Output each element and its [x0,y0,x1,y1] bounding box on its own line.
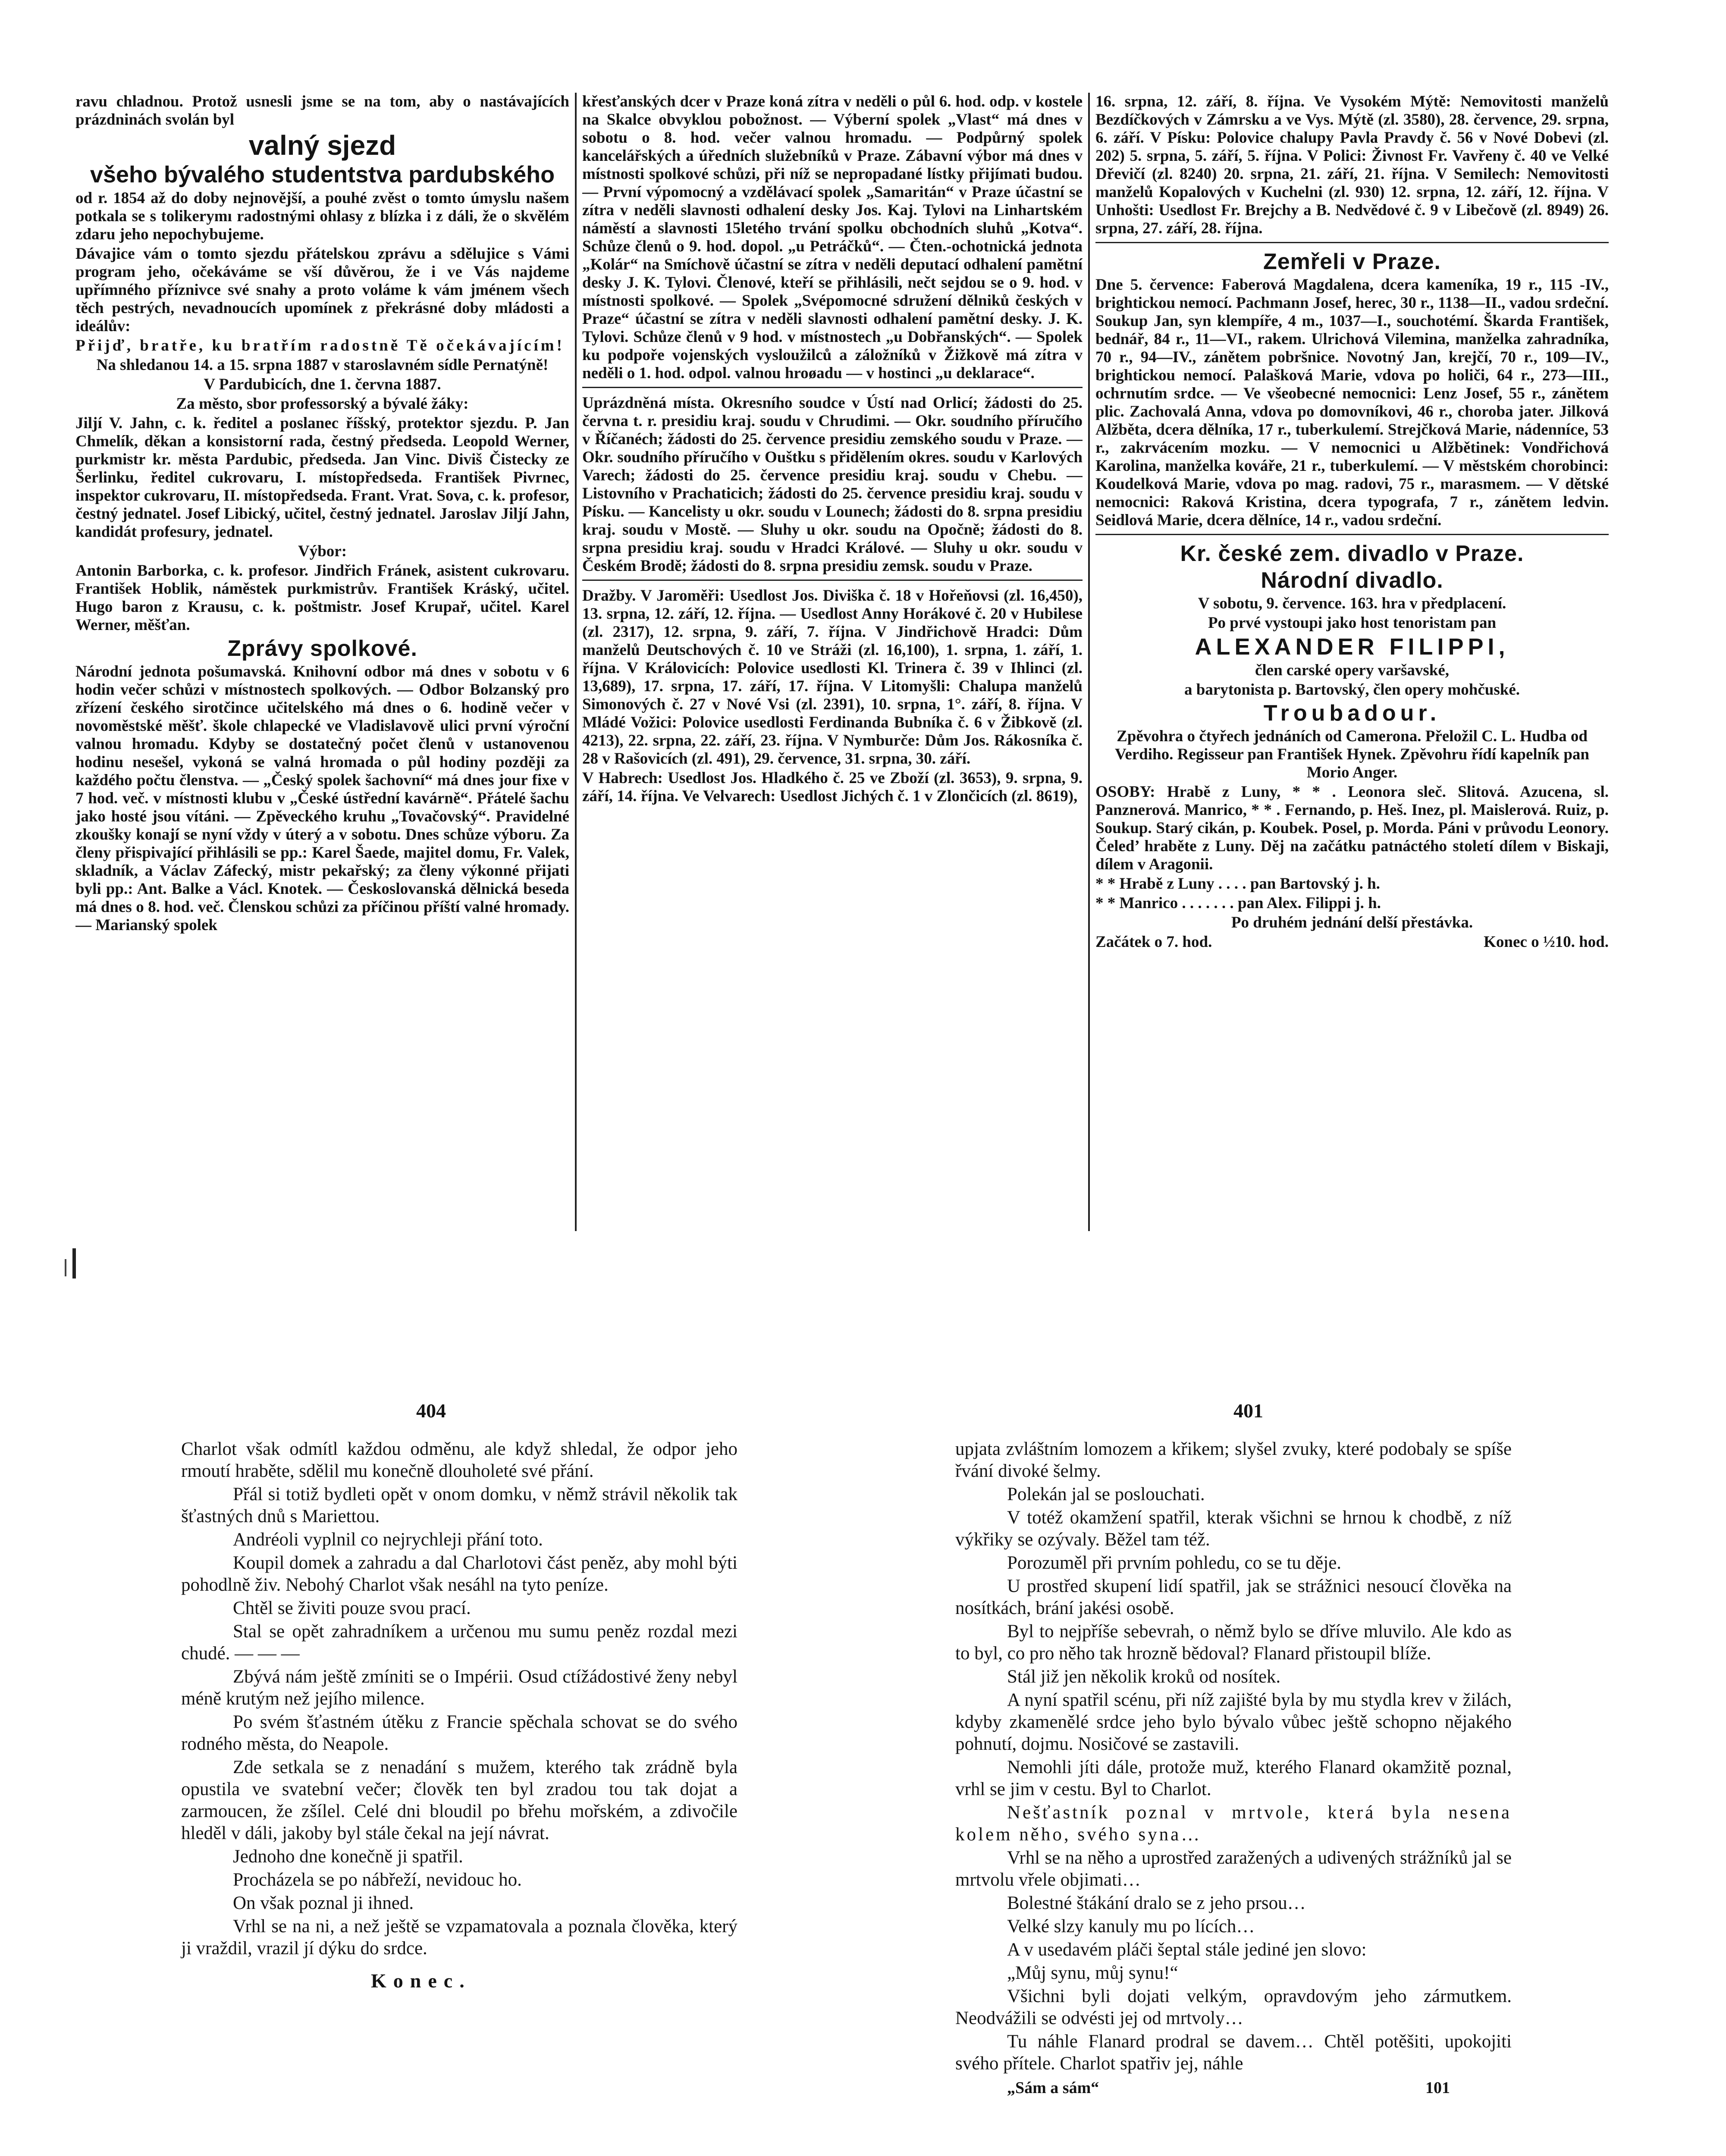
performer-name: ALEXANDER FILIPPI, [1195,634,1509,660]
paragraph: Zpěvohra o čtyřech jednáních od Camerona. Přeložil C. L. Hudba od Verdiho. Regisseur pan František Hynek. Zpěvohru řídí kapelník pan Morio Anger. [1115,727,1589,781]
newspaper-strip [75,93,1609,1231]
section-heading-zemreli: Zemřeli v Praze. [1263,249,1441,274]
book-paragraph: Bolestné štákání dralo se z jeho prsou… [1007,1893,1306,1913]
paragraph: V Pardubicích, dne 1. června 1887. [204,376,441,393]
page-number-left: 404 [416,1400,446,1422]
headline-studentstvo: všeho bývalého studentstva pardubského [90,162,555,188]
performance-times [1095,933,1609,953]
book-paragraph: Velké slzy kanuly mu po lících… [1007,1916,1255,1937]
paragraph: Dávajice vám o tomto sjezdu přátelskou zprávu a sdělujice s Vámi program jeho, očekáváme se vší důvěrou, že i ve Vás najdeme upřímného příznivce své snahy a proto voláme k vám jménem všech těch pestrých, nevadnoucích upomínek z překrásné doby mládosti a ideálův: [75,245,569,335]
end-mark: Konec. [371,1970,471,1992]
book-paragraph: Nešťastník poznal v mrtvole, která byla nesena kolem něho, svého syna… [955,1802,1512,1845]
column-1 [75,93,569,1231]
book-paragraph: Zde setkala se z nenadání s mužem, kterého tak zrádně byla opustila ve svatební večer; člověk ten byl zradou tou tak dojat a zarmoucen, že zšílel. Celé dni bloudil po břehu mořském, a zdivočile hleděl v dáli, jakoby byl stále čekal na její návrat. [181,1757,737,1843]
column-3 [1095,93,1609,1231]
paragraph: Přijď, bratře, ku bratřím radostně Tě očekávajícím! [75,337,565,354]
headline-sjezd: valný sjezd [248,130,396,161]
book-paragraph: Všichni byli dojati velkým, opravdovým jeho zármutkem. Neodvážili se odvésti jej od mrtvoly… [955,1986,1512,2028]
column-2 [582,93,1083,1231]
intro-text: ravu chladnou. Protož usnesli jsme se na tom, aby o nastávajících prázdninách svolán byl [75,93,569,128]
book-page-right [955,1438,1512,2102]
paragraph: Antonin Barborka, c. k. profesor. Jindřich Fránek, asistent cukrovaru. František Hoblik, náměstek purkmistrův. František Kráský, učitel. Hugo baron z Krausu, c. k. poštmistr. Josef Krupař, učitel. Karel Werner, měšťan. [75,562,569,634]
divider [1095,534,1609,535]
book-paragraph: Tu náhle Flanard prodral se davem… Chtěl potěšiti, upokojiti svého přítele. Charlot spatřiv jej, náhle [955,2031,1512,2074]
end-time: Konec o ½10. hod. [1484,933,1609,951]
book-paragraph: Byl to nejpříše sebevrah, o němž bylo se dříve mluvilo. Ale kdo as to byl, co pro něho tak hrozně bědoval? Flanard přistoupil blíže. [955,1621,1512,1664]
paragraph: a barytonista p. Bartovský, člen opery mohčuské. [1184,681,1520,699]
book-paragraph: upjata zvláštním lomozem a křikem; slyšel zvuky, které podobaly se spíše řvání divoké šelmy. [955,1439,1512,1481]
theatre-heading: Kr. české zem. divadlo v Praze. [1180,541,1524,566]
page-number-right: 401 [1233,1400,1263,1422]
book-paragraph: Po svém šťastném útěku z Francie spěchala schovat se do svého rodného města, do Neapole. [181,1712,737,1754]
paragraph: křesťanských dcer v Praze koná zítra v neděli o půl 6. hod. odp. v kostele na Skalce obvyklou pobožnost. — Výberní spolek „Vlast“ má dnes v sobotu o 8. hod. večer valnou hromadu. — Podpůrný spolek kancelářských a úředních služebníků v Praze. Zábavní výbor má dnes v místnosti spolkové schůzi, při níž se nepropadané lístky přijímati budou. — První výpomocný a vzdělávací spolek „Samaritán“ v Praze účastní se zítra v neděli slavnosti odhalení desky Jos. Kaj. Tylovi na Linhartském náměstí a slavnosti 15letého trvání spolku obchodních sluhů „Kotva“. Schůze členů o 9. hod. dopol. „u Petráčků“. — Čten.-ochotnická jednota „Kolár“ na Smíchově účastní se zítra v neděli deputací odhalení pamětní desky J. K. Tylovi. Členové, kteří se přihlásili, nečt sejdou se o 9. hod. v místnosti spolkové. — Spolek „Svépomocné sdružení dělniků českých v Praze“ účastní se zítra v neděli slavnosti odhalení pamětní desky. J. K. Tylovi. Schůze členů v 9 hod. v místnostech „u Dobřanských“. — Spolek ku podpoře vojenských vysloužilců a záložníků v Žižkově má zítra v neděli o 1. hod. odpol. valnou hroøadu — v hostinci „u deklarace“. [582,93,1083,382]
divider [1095,242,1609,243]
book-paragraph: U prostřed skupení lidí spatřil, jak se strážnici nesoucí člověka na nosítkách, brání jakési osobě. [955,1576,1512,1618]
paragraph: Jiljí V. Jahn, c. k. ředitel a poslanec říšský, protektor sjezdu. P. Jan Chmelík, děkan a konsistorní rada, čestný předseda. Leopold Werner, purkmistr kr. města Pardubic, předseda. Jan Vinc. Diviš Čistecky ze Šerlinku, ředitel cukrovaru, I. místopředseda. František Pivrnec, inspektor cukrovaru, II. místopředseda. Frant. Vrat. Sova, c. k. profesor, čestný jednatel. Josef Libický, učitel, čestný jednatel. Jaroslav Jiljí Jahn, kandidát profesury, jednatel. [75,414,569,541]
column-divider [1088,93,1090,1231]
paragraph: Po prvé vystoupi jako host tenoristam pan [1208,614,1497,632]
paragraph: V Habrech: Usedlost Jos. Hladkého č. 25 ve Zboží (zl. 3653), 9. srpna, 9. září, 14. října. Ve Velvarech: Usedlost Jichých č. 1 v Zlončicích (zl. 8619), [582,769,1083,805]
book-paragraph: Vrhl se na ni, a než ještě se vzpamatovala a poznala člověka, který ji vraždil, vrazil jí dýku do srdce. [181,1916,737,1959]
paragraph: Uprázdněná místa. Okresního soudce v Ústí nad Orlicí; žádosti do 25. června t. r. presidiu kraj. soudu v Chrudimi. — Okr. soudního příručího v Říčanéch; žádosti do 25. července presidiu zemského soudu v Praze. — Okr. soudního příručího v Ouštku s přidělením okres. soudu v Karlových Varech; žádosti do 25. července presidiu kraj. soudu v Chebu. — Listovního v Prachaticich; žádosti do 25. července presidiu kraj. soudu v Písku. — Kancelisty u okr. soudu v Lounech; žádosti do 8. srpna presidiu kraj. soudu v Mostě. — Sluhy u okr. soudu na Opočně; žádosti do 8. srpna presidiu kraj. soudu v Hradci Králové. — Sluhy u okr. soudu v Českém Brodě; žádosti do 8. srpna presidiu zemsk. soudu v Praze. [582,394,1083,575]
book-paragraph: „Můj synu, můj synu!“ [1007,1963,1178,1983]
paragraph: Výbor: [298,542,347,560]
paragraph: Za město, sbor professorský a bývalé žáky: [176,395,469,413]
book-page-left [181,1438,737,1993]
section-heading-zpravy: Zprávy spolkové. [227,636,417,661]
book-paragraph: Vrhl se na něho a uprostřed zaražených a udivených strážníků jal se mrtvolu vřele objimati… [955,1848,1512,1890]
paragraph: Na shledanou 14. a 15. srpna 1887 v staroslavném sídle Pernatýně! [96,356,549,374]
book-paragraph: V totéž okamžení spatřil, kterak všichni se hrnou k chodbě, z níž výkřiky se ozývaly. Běžel tam též. [955,1507,1512,1550]
paragraph: * * Hrabě z Luny . . . . pan Bartovský j. h. [1095,875,1380,893]
divider [582,580,1083,581]
start-time: Začátek o 7. hod. [1095,933,1212,951]
footer-title: „Sám a sám“ [1007,2079,1099,2097]
paragraph: člen carské opery varšavské, [1255,661,1450,679]
book-paragraph: A v usedavém pláči šeptal stále jediné jen slovo: [1007,1940,1367,1960]
book-paragraph: A nyní spatřil scénu, při níž zajišté byla by mu stydla krev v žilách, kdyby zkamenělé srdce jeho bylo bývalo vůbec ještě schopno nějakého pohnutí, dojmu. Nosičové se zastavili. [955,1690,1512,1754]
footer-number: 101 [1425,2079,1450,2097]
paragraph: Dražby. V Jaroměři: Usedlost Jos. Diviška č. 18 v Hořeňovsi (zl. 16,450), 13. srpna, 12. září, 12. října. — Usedlost Anny Horákové č. 20 v Hubilese (zl. 2317), 12. srpna, 9. září, 7. října. V Jindřichově Hradci: Dům manželů Deutschových č. 10 ve Stráži (zl. 16,100), 1. srpna, 1. září, 1. října. V Královicích: Polovice usedlosti Kl. Trinera č. 39 v Ihlinci (zl. 13,689), 17. srpna, 17. září, 17. října. V Litomyšli: Chalupa manželů Simonových č. 27 v Nové Vsi (zl. 2391), 10. srpna, 1°. září, 8. října. V Mládé Vožici: Polovice usedlosti Ferdinanda Bubníka č. 6 v Žibkově (zl. 4213), 22. srpna, 22. září, 23. října. V Nymburče: Dům Jos. Rákosníka č. 28 v Rašovicích (zl. 491), 29. července, 31. srpna, 30. září. [582,587,1083,768]
book-paragraph: Stál již jen několik kroků od nosítek. [1007,1667,1281,1687]
book-paragraph: Procházela se po nábřeží, nevidouc ho. [233,1870,522,1890]
theatre-subheading: Národní divadlo. [1261,568,1444,593]
paragraph: Dne 5. července: Faberová Magdalena, dcera kameníka, 19 r., 115 -IV., brightickou nemocí. Pachmann Josef, herec, 30 r., 1138—II., vadou srdeční. Soukup Jan, syn klempíře, 4 m., 1037—I., souchotémí. Škarda František, bednář, 84 r., 11—VI., rakem. Ulrichová Vilemina, manželka zahradníka, 70 r., 94—IV., zánětem pobršnice. Novotný Jan, krejčí, 70 r., 109—IV., brightickou nemocí. Palašková Marie, vdova po holiči, 64 r., 273—III., ochrnutím srdce. — Ve všeobecné nemocnici: Lenz Josef, 55 r., zánětem plic. Zachovalá Anna, vdova po domovníkovi, 46 r., choroba jater. Jilková Alžběta, dcera dělníka, 17 r., tuberkulemí. Strejčková Marie, nádenníce, 53 r., zakrvácením mozku. — V nemocnici u Alžbětinek: Vondřichová Karolina, manželka kováře, 21 r., tuberkulemí. — V městském chorobinci: Koudelková Marie, vdova po mag. radovi, 75 r., marasmem. — V dětské nemocnici: Raková Kristina, dcera typografa, 7 r., zánětem ledvin. Seidlová Marie, dcera dělníce, 14 r., vadou srdeční. [1095,276,1609,529]
divider [582,387,1083,388]
book-paragraph: On však poznal ji ihned. [233,1893,414,1913]
book-paragraph: Stal se opět zahradníkem a určenou mu sumu peněz rozdal mezi chudé. — — — [181,1621,737,1664]
book-paragraph: Přál si totiž bydleti opět v onom domku, v němž strávil několik tak šťastných dnů s Mariettou. [181,1484,737,1526]
scan-mark [72,1248,76,1279]
book-paragraph: Zbývá nám ještě zmíniti se o Impérii. Osud ctížádostivé ženy nebyl méně krutým než jejího milence. [181,1667,737,1709]
book-paragraph: Charlot však odmítl každou odměnu, ale když shledal, že odpor jeho rmoutí hraběte, sdělil mu konečně dlouholeté své přání. [181,1439,737,1481]
book-paragraph: Porozuměl při prvním pohledu, co se tu děje. [1007,1553,1342,1573]
book-paragraph: Nemohli jíti dále, protože muž, kterého Flanard okamžitě poznal, vrhl se jim v cestu. Byl to Charlot. [955,1757,1512,1799]
book-paragraph: Koupil domek a zahradu a dal Charlotovi část peněz, aby mohl býti pohodlně živ. Nebohý Charlot však nesáhl na tyto peníze. [181,1553,737,1595]
book-paragraph: Andréoli vyplnil co nejrychleji přání toto. [233,1529,543,1550]
paragraph: od r. 1854 až do doby nejnovější, a pouhé zvěst o tomto úmyslu našem potkala se s tolikerymı radostnými ohlasy z blízka i z dáli, že o skvělém zdaru jeho nepochybujeme. [75,189,569,243]
book-paragraph: Chtěl se živiti pouze svou prací. [233,1598,471,1618]
paragraph: 16. srpna, 12. září, 8. října. Ve Vysokém Mýtě: Nemovitosti manželů Bezdíčkových v Zámrsku a ve Vys. Mýtě (zl. 3580), 28. července, 29. srpna, 6. září. V Písku: Polovice chalupy Pavla Pravdy č. 56 v Nové Dobevi (zl. 202) 5. srpna, 5. září, 5. října. V Polici: Živnost Fr. Vavřeny č. 40 ve Velké Dřevičí (zl. 8240) 20. srpna, 21. září, 21. října. V Semilech: Nemovitosti manželů Kopalových v Kuchelni (zl. 930) 12. srpna, 12. září, 12. října. V Unhošti: Usedlost Fr. Brejchy a B. Nedvědové č. 9 v Libečově (zl. 8949) 26. srpna, 27. září, 28. října. [1095,93,1609,237]
paragraph: V sobotu, 9. července. 163. hra v předplacení. [1198,595,1506,612]
page-footer [955,2076,1512,2102]
opera-title: Troubadour. [1263,701,1441,726]
paragraph: Po druhém jednání delší přestávka. [1231,914,1473,931]
paragraph: * * Manrico . . . . . . . pan Alex. Filippi j. h. [1095,894,1381,912]
book-paragraph: Polekán jal se poslouchati. [1007,1484,1205,1504]
paragraph: Národní jednota pošumavská. Knihovní odbor má dnes v sobotu v 6 hodin večer schůzi v místnostech spolkových. — Odbor Bolzanský pro zřízení českého sirotčince učitelského má dnes o 6. hodině večer v novoměstské měšť. škole chlapecké ve Vladislavově ulici první výroční valnou hromadu. Kdyby se dostatečný počet členů v ustanovenou hodinu nesešel, vykoná se valná hromada o půl hodiny později za každého počtu členstva. — „Český spolek šachovní“ má dnes jour fixe v 7 hod. več. v místnosti klubu v „České ústřední kavárně“. Přátelé šachu jako hosté jsou vítáni. — Zpěveckého kruhu „Tovačovský“. Pravidelné zkoušky konají se nyní vždy v úterý a v sobotu. Dnes schůze výboru. Za členy přispivající přihlásili se pp.: Karel Šaede, majitel domu, Fr. Valek, skladník, a Václav Záfecký, mistr pekařský; za členy výkonné přijati byli pp.: Ant. Balke a Václ. Knotek. — Českoslovanská dělnická beseda má dnes o 8. hod. več. Členskou schůzi za příčinou příští valné hromady. — Marianský spolek [75,663,569,934]
paragraph: OSOBY: Hrabě z Luny, * * . Leonora sleč. Slitová. Azucena, sl. Panznerová. Manrico, * * . Fernando, p. Heš. Inez, pl. Maislerová. Ruiz, p. Soukup. Starý cikán, p. Koubek. Posel, p. Morda. Páni v průvodu Leonory. Čeled’ hraběte z Luny. Děj na začátku patnáctého století dílem v Biskaji, dílem v Aragonii. [1095,783,1609,873]
column-divider [575,93,577,1231]
book-paragraph: Jednoho dne konečně ji spatřil. [233,1846,463,1867]
scan-mark [65,1259,66,1276]
